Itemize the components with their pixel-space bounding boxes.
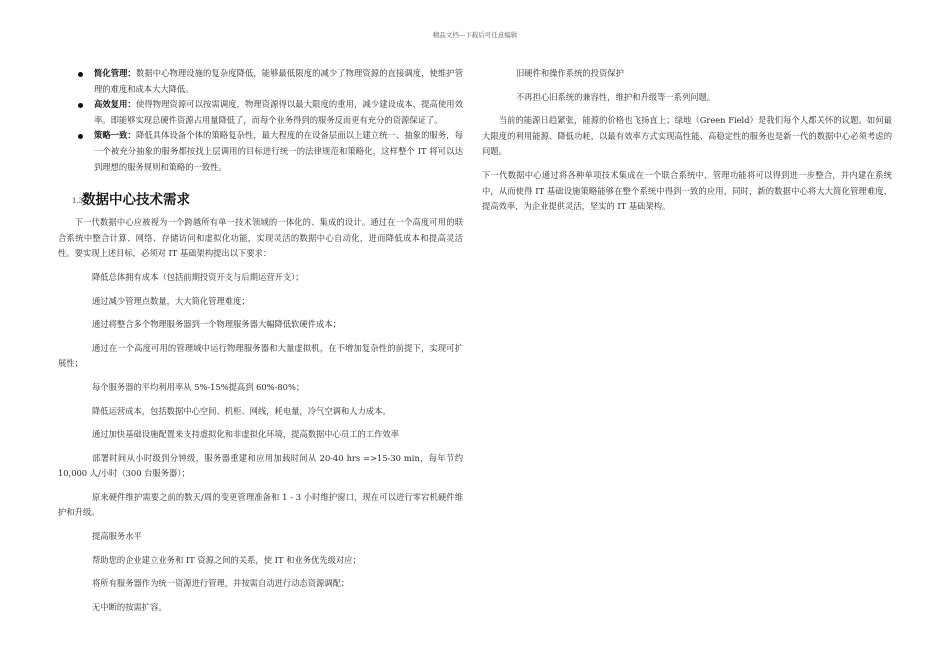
energy-paragraph: 当前的能源日趋紧张，能源的价格也飞扬直上；绿地（Green Field）是我们每个人都关怀的议题。如何最大限度的利用能源、降低功耗，以最有效率方式实现高性能、高稳定性的服务也是新一代的数据中心必须考虑的问题。 — [482, 115, 892, 157]
requirement-item: 降低总体拥有成本（包括前期投资开支与后期运营开支）； — [92, 271, 304, 282]
intro-paragraph: 下一代数据中心应被视为一个跨越所有单一技术领域的一体化的、集成的设计。通过在一个高度可用的联合系统中整合计算、网络、存储访问和虚拟化功能，实现灵活的数据中心自动化，进而降低成本和提高灵活性。要实现上述目标，必须对 IT 基础架构提出以下要求： — [58, 217, 463, 259]
bullet-dot-icon — [78, 103, 83, 108]
requirement-item: 提高服务水平 — [92, 531, 142, 542]
requirement-item: 通过加快基础设施配置来支持虚拟化和非虚拟化环境，提高数据中心员工的工作效率 — [92, 429, 399, 440]
requirement-item: 部署时间从小时级到分钟级，服务器重建和应用加载时间从 20-40 hrs =>15-30 min，每年节约 10,000 人/小时（300 台服务器）； — [58, 452, 463, 479]
section-number: 1.3 — [72, 197, 84, 206]
left-column — [58, 66, 463, 615]
requirement-item: 通过在一个高度可用的管理域中运行物理服务器和大量虚拟机，在不增加复杂性的前提下，实现可扩展性； — [58, 342, 463, 369]
bullet-text: 使得物理资源可以按需调度，物理资源得以最大限度的重用，减少建设成本，提高使用效率。即能够实现总硬件资源占用量降低了，而每个业务得到的服务反而更有充分的资源保证了。 — [94, 99, 463, 125]
bullet-text: 数据中心物理设施的复杂度降低，能够最低限度的减少了物理资源的直接调度，使维护管理的难度和成本大大降低。 — [94, 68, 463, 94]
bullet-term: 策略一致： — [94, 130, 136, 141]
requirement-item: 降低运营成本，包括数据中心空间、机柜、网线，耗电量，冷气空调和人力成本。 — [92, 405, 391, 416]
requirement-item: 帮助您的企业建立业务和 IT 资源之间的关系，使 IT 和业务优先级对应； — [92, 554, 361, 565]
requirement-item: 通过减少管理点数量，大大简化管理难度； — [92, 295, 250, 306]
bullet-dot-icon — [78, 72, 83, 77]
requirement-item: 不再担心旧系统的兼容性，维护和升级等一系列问题。 — [516, 91, 716, 102]
bullet-item-reuse — [58, 97, 463, 128]
bullet-item-policy — [58, 128, 463, 175]
requirement-item: 旧硬件和操作系统的投资保护 — [516, 68, 624, 78]
requirement-item: 每个服务器的平均利用率从 5%-15%提高到 60%-80%； — [92, 381, 305, 392]
requirement-item: 通过将整合多个物理服务器到一个物理服务器大幅降低软硬件成本； — [92, 319, 341, 330]
section-heading — [58, 188, 463, 210]
bullet-dot-icon — [78, 134, 83, 139]
right-column — [482, 66, 892, 215]
section-title: 数据中心技术需求 — [82, 192, 190, 209]
bullet-list — [58, 66, 463, 175]
page-header: 精品文档---下载后可任意编辑 — [432, 31, 518, 39]
integration-paragraph: 下一代数据中心通过将各种单项技术集成在一个联合系统中，管理功能将可以得到进一步整合，并内建在系统中，从而使得 IT 基础设施策略能够在整个系统中得到一致的应用，同时，新的数据中心将大大简化管理难度，提高效率，为企业提供灵活，坚实的 IT 基础架构。 — [482, 169, 892, 212]
requirement-item: 原来硬件维护需要之前的数天/周的变更管理准备和 1 - 3 小时维护窗口，现在可以进行零宕机硬件维护和升级。 — [58, 491, 463, 518]
bullet-term: 高效复用： — [94, 99, 136, 110]
bullet-term: 简化管理： — [94, 68, 136, 78]
requirement-item: 将所有服务器作为统一资源进行管理，并按需自动进行动态资源调配； — [92, 578, 350, 589]
requirement-item: 无中断的按需扩容。 — [92, 601, 167, 612]
bullet-text: 降低具体设备个体的策略复杂性，最大程度的在设备层面以上建立统一、抽象的服务，每一个被充分抽象的服务都按找上层调用的目标进行统一的法律规范和策略化，这样整个 IT 将可以达到理想的服务规则和策略的一致性。 — [94, 130, 463, 172]
bullet-item-simplify — [58, 66, 463, 97]
